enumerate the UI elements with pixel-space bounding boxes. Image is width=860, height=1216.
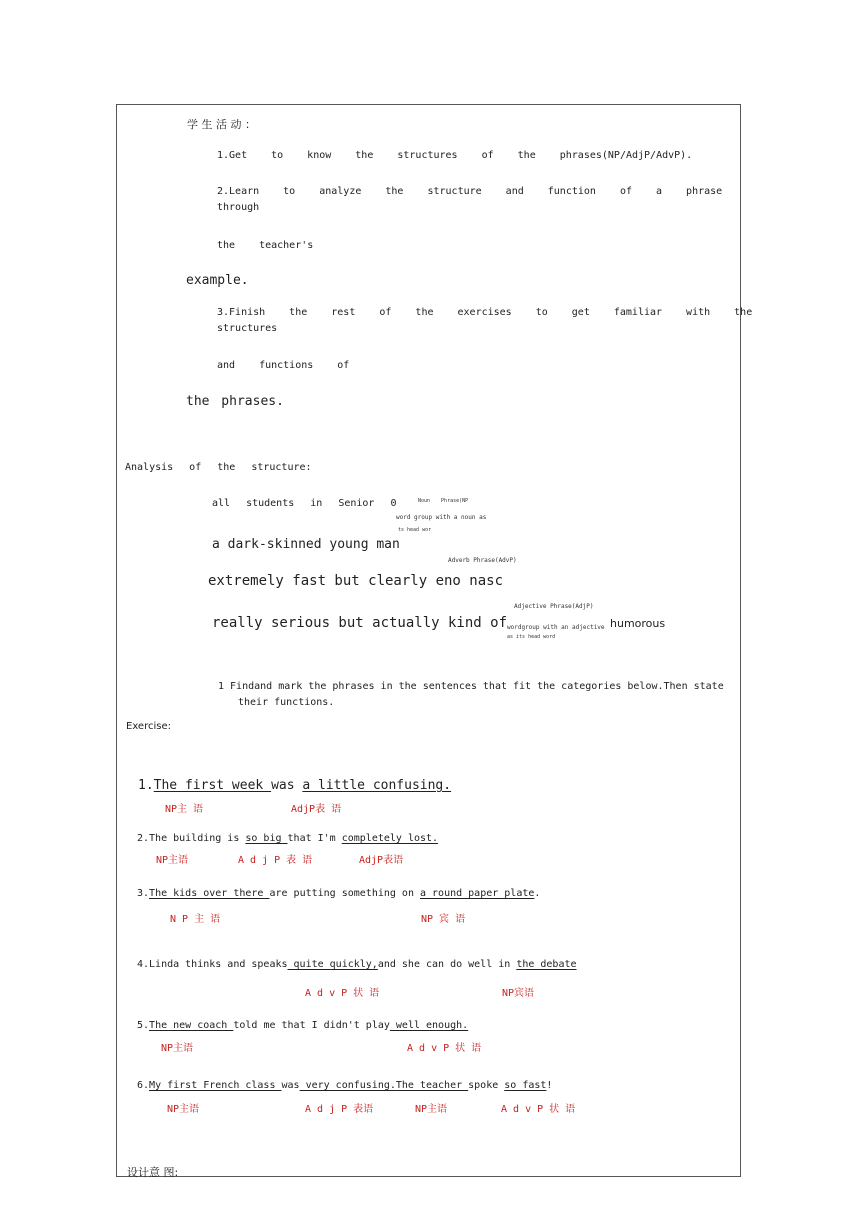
activity-heading: 学 生 活 动 ： bbox=[187, 118, 256, 131]
sentence-1-label-1: NP主 语 bbox=[165, 804, 204, 815]
analysis-example-np-2: a dark-skinned young man bbox=[212, 537, 400, 552]
activity-item-2-line-3: the teacher's bbox=[217, 240, 314, 251]
activity-item-2-line-4: example. bbox=[186, 273, 249, 288]
activity-item-1: 1.Get to know the structures of the phrases(NP/AdjP/AdvP). bbox=[217, 150, 693, 161]
sentence-5: 5.The new coach told me that I didn't play well enough. bbox=[137, 1020, 469, 1031]
sentence-5-label-1: NP主语 bbox=[161, 1043, 194, 1054]
sentence-2-label-2: A d j P 表 语 bbox=[238, 855, 313, 866]
activity-item-3-line-2: structures bbox=[217, 323, 278, 334]
sentence-6: 6.My first French class was very confusing.The teacher spoke so fast! bbox=[137, 1080, 553, 1091]
analysis-heading: Analysis of the structure: bbox=[125, 462, 312, 473]
sentence-3-label-1: N P 主 语 bbox=[170, 914, 221, 925]
analysis-adjp-desc-2: as its head word bbox=[507, 634, 556, 640]
activity-item-2-line-2: through bbox=[217, 202, 260, 213]
activity-item-3-line-3: and functions of bbox=[217, 360, 350, 371]
analysis-example-advp: extremely fast but clearly eno nasc bbox=[208, 573, 504, 589]
content-table-cell bbox=[116, 104, 741, 1177]
analysis-np-desc-1: word group with a noun as bbox=[396, 514, 487, 521]
sentence-6-label-2: A d j P 表语 bbox=[305, 1104, 374, 1115]
sentence-3-label-2: NP 宾 语 bbox=[421, 914, 466, 925]
analysis-adjp-desc-1: wordgroup with an adjective bbox=[507, 624, 605, 631]
analysis-advp-label: Adverb Phrase(AdvP) bbox=[448, 557, 517, 564]
analysis-np-desc-2: ts head wor bbox=[398, 527, 432, 533]
sentence-1-label-2: AdjP表 语 bbox=[291, 804, 342, 815]
activity-item-3-line-1: 3.Finish the rest of the exercises to get familiar with the bbox=[217, 307, 753, 318]
sentence-4-label-1: A d v P 状 语 bbox=[305, 988, 380, 999]
analysis-adjp-label: Adjective Phrase(AdjP) bbox=[514, 603, 594, 610]
sentence-3: 3.The kids over there are putting something on a round paper plate. bbox=[137, 888, 541, 899]
sentence-4: 4.Linda thinks and speaks quite quickly,and she can do well in the debate bbox=[137, 959, 577, 970]
sentence-4-label-2: NP宾语 bbox=[502, 988, 535, 999]
analysis-example-adjp: really serious but actually kind of bbox=[212, 615, 508, 631]
sentence-2: 2.The building is so big that I'm completely lost. bbox=[137, 833, 439, 844]
activity-item-2-line-1: 2.Learn to analyze the structure and function of a phrase bbox=[217, 186, 723, 197]
sentence-2-label-3: AdjP表语 bbox=[359, 855, 404, 866]
sentence-1: 1.The first week was a little confusing. bbox=[138, 778, 452, 793]
instruction-line-2: their functions. bbox=[238, 697, 335, 708]
design-intent-label: 设计意 图: bbox=[127, 1166, 179, 1179]
analysis-np-label: Noun Phrase(NP bbox=[418, 498, 469, 504]
sentence-2-label-1: NP主语 bbox=[156, 855, 189, 866]
instruction-line-1: 1 Findand mark the phrases in the sentences that fit the categories below.Then state bbox=[218, 681, 724, 692]
analysis-adjp-head: humorous bbox=[610, 617, 666, 630]
activity-item-3-line-4: the phrases. bbox=[186, 394, 284, 409]
sentence-6-label-3: NP主语 bbox=[415, 1104, 448, 1115]
exercise-label: Exercise: bbox=[126, 721, 171, 732]
sentence-6-label-4: A d v P 状 语 bbox=[501, 1104, 576, 1115]
sentence-6-label-1: NP主语 bbox=[167, 1104, 200, 1115]
analysis-example-np: all students in Senior 0 bbox=[212, 498, 397, 509]
sentence-5-label-2: A d v P 状 语 bbox=[407, 1043, 482, 1054]
